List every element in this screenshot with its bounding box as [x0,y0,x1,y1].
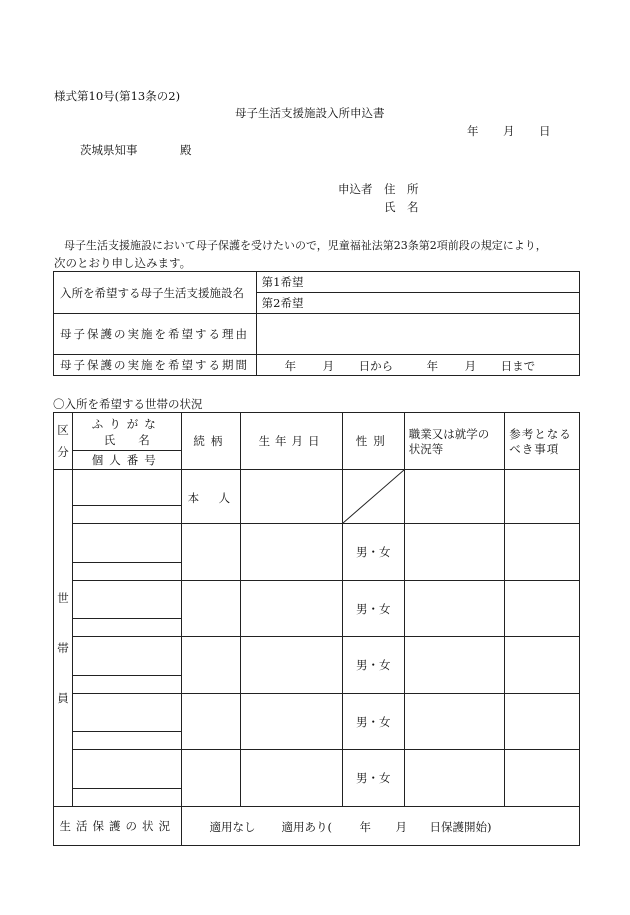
applicant-label: 申込者 [338,182,373,196]
member-5-name-cell[interactable] [72,750,181,789]
date-month-label: 月 [503,124,515,138]
period-cell[interactable] [256,355,579,376]
member-3-name-cell[interactable] [72,637,181,676]
member-4-name-cell[interactable] [72,693,181,732]
member-4-relation-cell[interactable] [181,693,241,750]
member-5-occupation-cell[interactable] [404,750,505,807]
self-notes-cell[interactable] [505,470,580,524]
col-notes-header: 参考となるべき事項 [505,413,580,470]
reason-cell[interactable] [256,314,579,355]
member-1-sex-cell[interactable]: 男・女 [342,524,404,581]
period-year: 年 [284,359,297,373]
reason-label: 母子保護の実施を希望する理由 [54,314,257,355]
welfare-applied[interactable]: 適用あり( [281,820,332,834]
member-3-occupation-cell[interactable] [404,637,505,694]
request-table [53,271,580,376]
member-2-sex-cell[interactable]: 男・女 [342,580,404,637]
honorific: 殿 [180,143,192,157]
date-year-label: 年 [467,124,479,138]
facility-label: 入所を希望する母子生活支援施設名 [54,272,257,314]
member-1-birthdate-cell[interactable] [241,524,342,581]
welfare-label: 生活保護の状況 [54,807,182,846]
col-birthdate-header: 生年月日 [241,413,342,470]
col-occupation-header: 職業又は就学の状況等 [404,413,505,470]
member-3-notes-cell[interactable] [505,637,580,694]
members-label-3: 員 [57,691,69,705]
period-label: 母子保護の実施を希望する期間 [54,355,257,376]
self-relation-cell: 本 人 [181,470,241,524]
col-name-header [72,413,181,451]
member-4-birthdate-cell[interactable] [241,693,342,750]
member-2-relation-cell[interactable] [181,580,241,637]
form-title: 母子生活支援施設入所申込書 [235,106,385,120]
choice-2-cell[interactable] [256,293,579,314]
choice-2-label: 第2希望 [261,296,304,310]
member-3-birthdate-cell[interactable] [241,637,342,694]
member-3-relation-cell[interactable] [181,637,241,694]
member-4-number-cell[interactable] [72,732,181,750]
self-sex-cell [342,470,404,524]
member-5-birthdate-cell[interactable] [241,750,342,807]
choice-1-cell[interactable] [256,272,579,293]
body-line-2: 次のとおり申し込みます。 [54,256,192,270]
household-section-title: 〇入所を希望する世帯の状況 [53,397,203,411]
member-4-occupation-cell[interactable] [404,693,505,750]
period-month-2: 月 [464,359,477,373]
col-name-label: 氏 名 [103,432,150,447]
member-5-sex-cell[interactable]: 男・女 [342,750,404,807]
household-table [53,412,580,846]
member-2-birthdate-cell[interactable] [241,580,342,637]
period-from: 日から [358,359,394,373]
member-2-name-cell[interactable] [72,580,181,619]
member-2-occupation-cell[interactable] [404,580,505,637]
member-4-notes-cell[interactable] [505,693,580,750]
form-number: 様式第10号(第13条の2) [54,89,181,103]
member-5-relation-cell[interactable] [181,750,241,807]
self-birthdate-cell[interactable] [241,470,342,524]
col-furigana-label: ふりがな [91,416,162,431]
members-label-2: 帯 [57,641,69,655]
member-1-occupation-cell[interactable] [404,524,505,581]
members-category-cell [54,470,73,807]
members-label-1: 世 [57,591,69,605]
self-occupation-cell[interactable] [404,470,505,524]
member-1-relation-cell[interactable] [181,524,241,581]
welfare-status-cell[interactable] [181,807,580,846]
member-5-number-cell[interactable] [72,789,181,807]
member-5-notes-cell[interactable] [505,750,580,807]
welfare-none[interactable]: 適用なし [209,820,256,834]
member-4-sex-cell[interactable]: 男・女 [342,693,404,750]
member-3-number-cell[interactable] [72,675,181,693]
period-month: 月 [322,359,335,373]
choice-1-label: 第1希望 [261,275,304,289]
date-day-label: 日 [539,124,551,138]
address-label: 住 所 [384,182,419,196]
col-personal-number-header: 個人番号 [72,451,181,470]
welfare-month: 月 [395,820,407,834]
welfare-year: 年 [359,820,371,834]
welfare-start: 日保護開始) [429,820,492,834]
member-1-name-cell[interactable] [72,524,181,563]
member-3-sex-cell[interactable]: 男・女 [342,637,404,694]
name-label: 氏 名 [384,200,419,214]
member-2-notes-cell[interactable] [505,580,580,637]
period-to: 日まで [500,359,536,373]
col-category-header: 区分 [54,413,73,470]
self-name-cell[interactable] [72,470,181,506]
member-2-number-cell[interactable] [72,619,181,637]
member-1-notes-cell[interactable] [505,524,580,581]
col-relation-header: 続柄 [181,413,241,470]
addressee: 茨城県知事 [80,143,138,157]
body-line-1: 母子生活支援施設において母子保護を受けたいので，児童福祉法第23条第2項前段の規定により， [64,239,547,252]
member-1-number-cell[interactable] [72,562,181,580]
self-number-cell[interactable] [72,506,181,524]
diagonal-slash [343,470,404,523]
period-year-2: 年 [426,359,439,373]
col-sex-header: 性別 [342,413,404,470]
